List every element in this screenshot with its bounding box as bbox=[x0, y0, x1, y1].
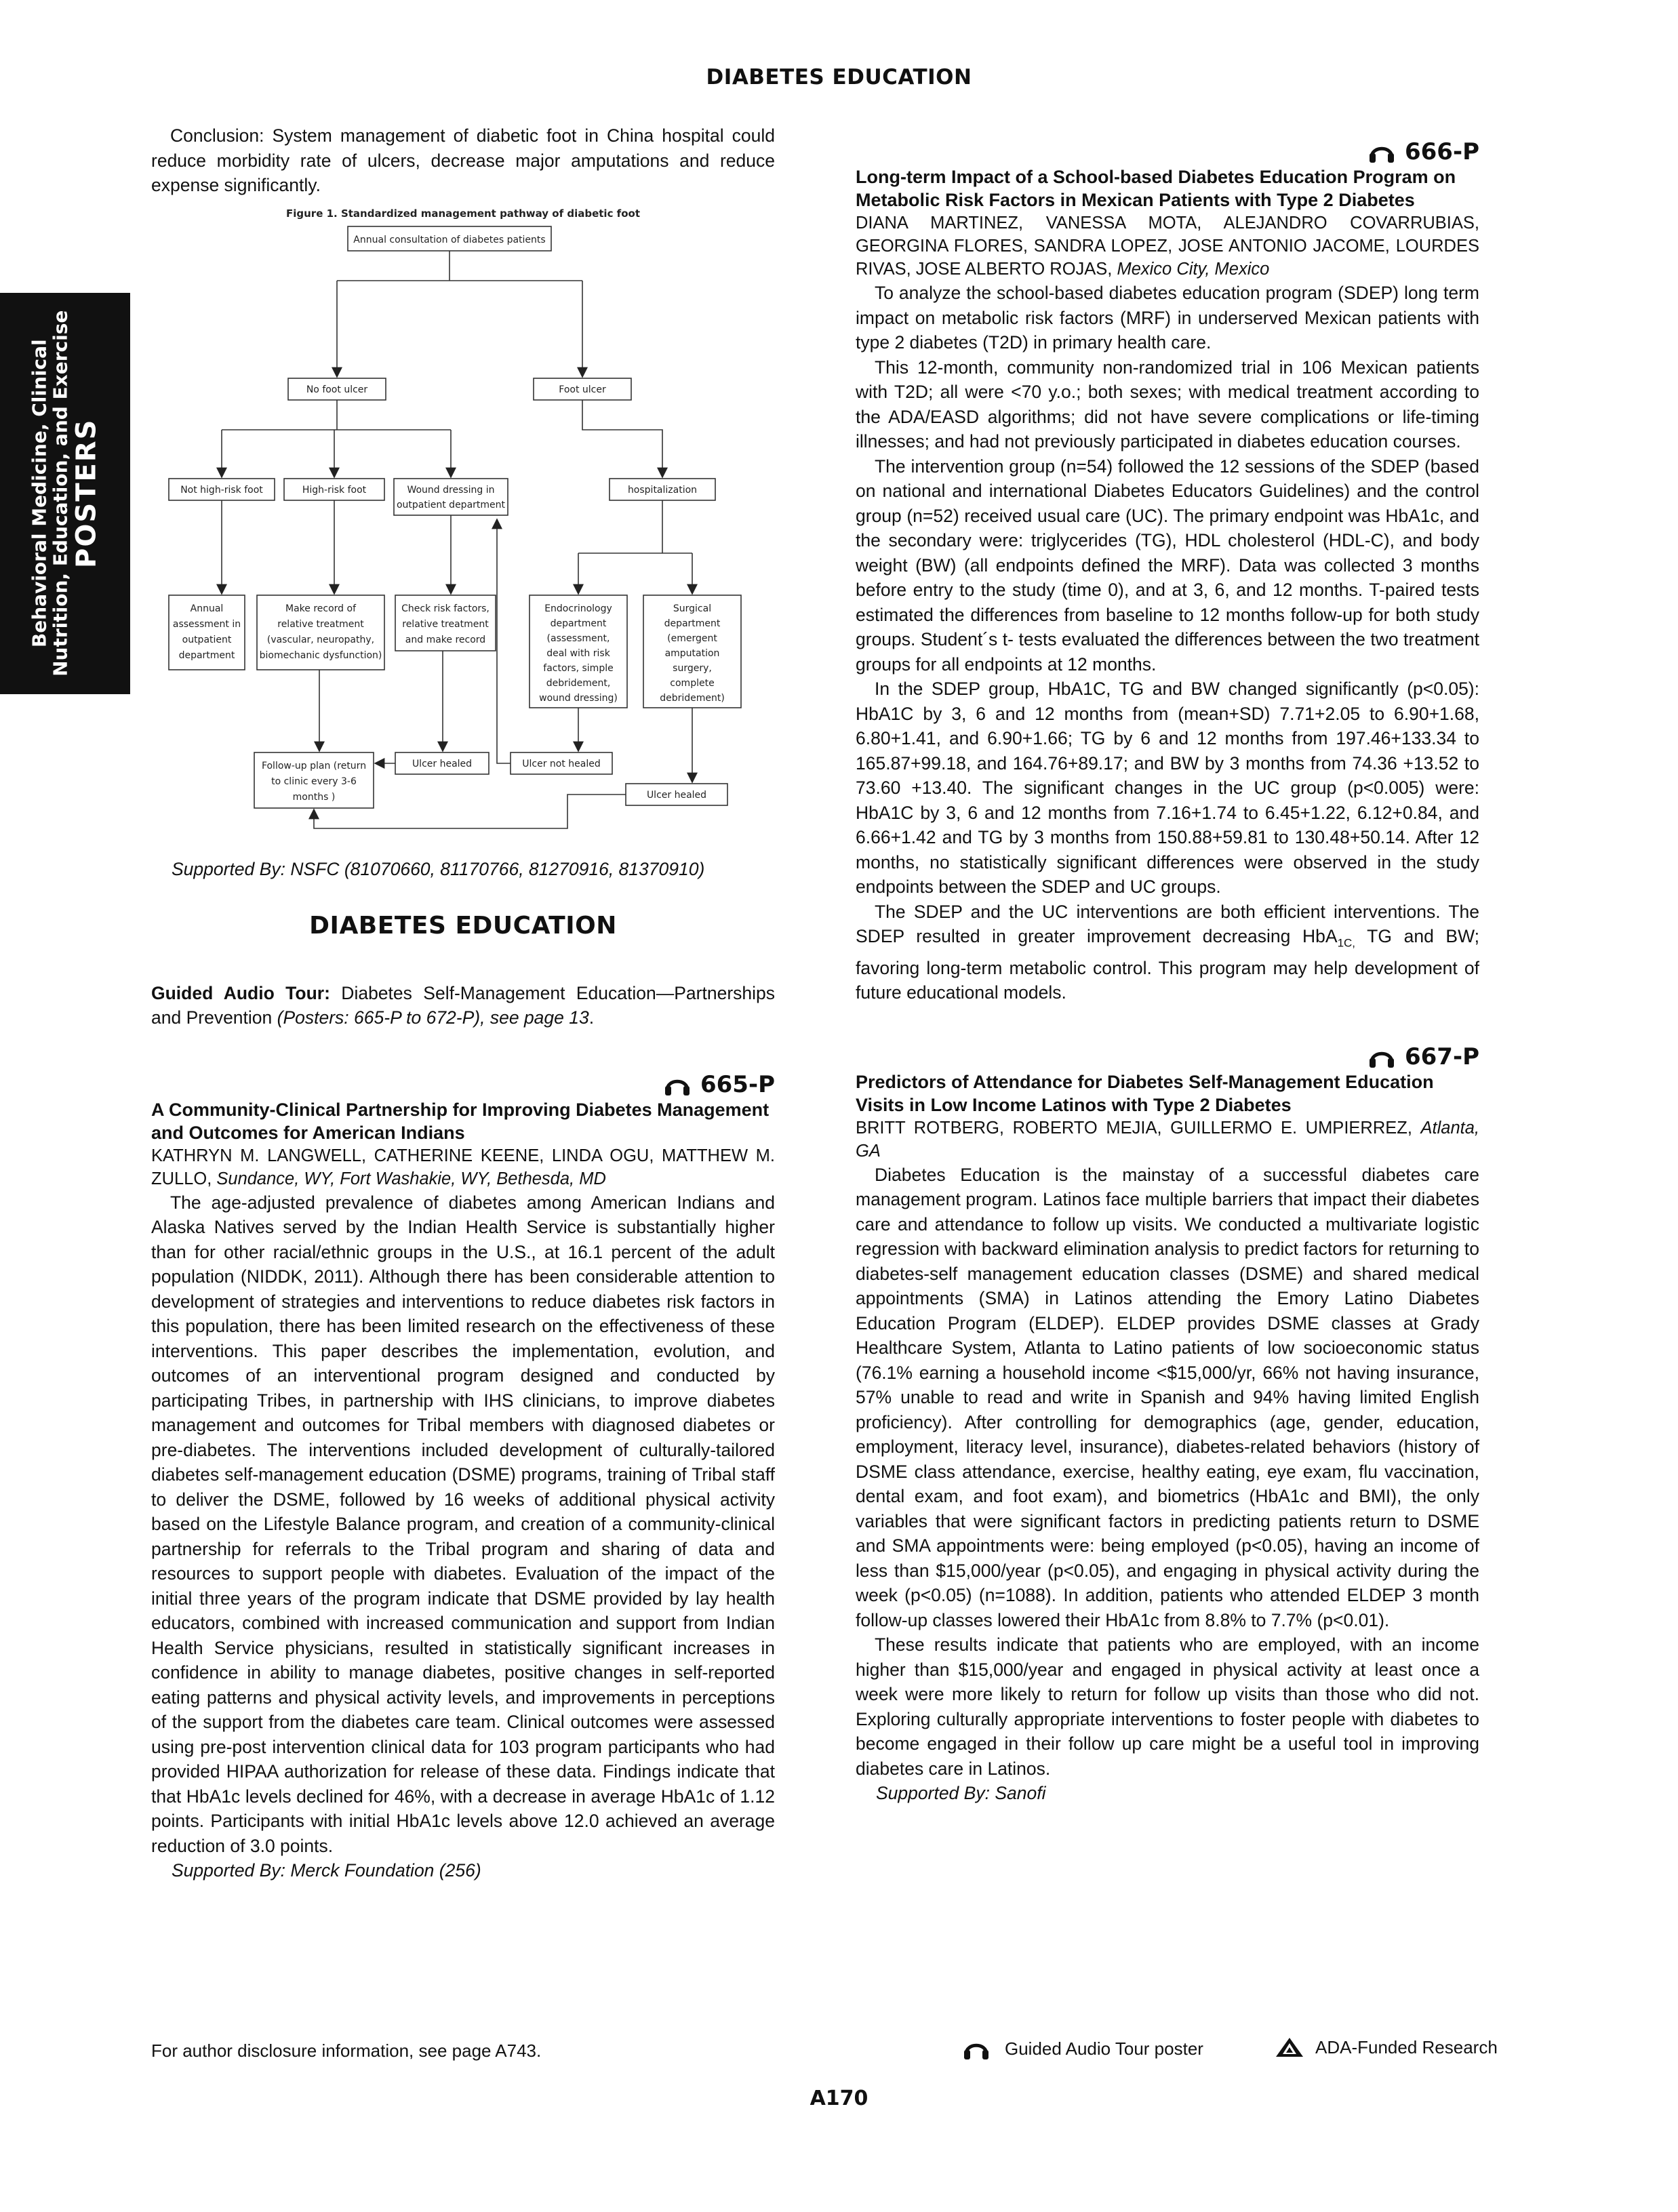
abstract-title-667: Predictors of Attendance for Diabetes Self-Management Education Visits in Low Income Latinos with Type 2 Diabetes bbox=[856, 1071, 1434, 1115]
abstract-666-para1: To analyze the school-based diabetes education program (SDEP) long term impact on metabolic risk factors (MRF) in underserved Mexican patients with type 2 diabetes (T2D) in primary health care. bbox=[856, 283, 1479, 353]
side-tab-line2: Nutrition, Education, and Exercise bbox=[49, 310, 72, 677]
check-line3: and make record bbox=[405, 634, 486, 645]
endo-line6: debridement, bbox=[546, 677, 611, 689]
abstract-667-para2: These results indicate that patients who are employed, with an income higher than $15,000/year and engaged in physical activity at least once a week were more likely to return for follow up visits than those who did not. Exploring culturally appropriate interventions to foster people with diabetes to become engaged in their follow up care might be a useful tool in improving diabetes care in Latinos. bbox=[856, 1634, 1479, 1779]
endo-line5: factors, simple bbox=[543, 662, 614, 674]
guided-label: Guided Audio Tour: bbox=[151, 982, 330, 1003]
supported-label: Supported By: bbox=[876, 1783, 990, 1804]
side-tab-line1: Behavioral Medicine, Clinical bbox=[28, 339, 51, 648]
endo-line4: deal with risk bbox=[546, 647, 610, 659]
box-ulcer-healed-2: Ulcer healed bbox=[646, 789, 707, 801]
box-high-risk: High-risk foot bbox=[302, 484, 367, 496]
box-wound-dressing-line1: Wound dressing in bbox=[407, 484, 495, 496]
audio-tour-legend bbox=[963, 2036, 1203, 2061]
abstract-666-para4: In the SDEP group, HbA1C, TG and BW changed significantly (p<0.05): HbA1C by 3, 6 and 12 months from (mean+SD) 7.71+2.05 to 6.90+1.68, 6.80+1.41, and 6.90+1.66; TG by 6 and 12 months from 197.46+133.34 to 165.87+99.18, and 164.76+89.17; and BW by 3 months from 74.36 +13.52 to 73.60 +13.40. The significant changes in the UC group (p<0.005) were: HbA1C by 3, 6 and 12 months from 7.16+1.74 to 6.45+1.22, 6.12+0.84, and 6.66+1.42 and TG by 3 months from 150.88+59.81 to 130.48+50.14. After 12 months, no statistically significant differences were observed in the study endpoints between the SDEP and UC groups. bbox=[856, 679, 1479, 897]
authors-666-location: Mexico City, Mexico bbox=[1117, 260, 1270, 279]
headphones-icon bbox=[664, 1072, 691, 1097]
guided-text: Diabetes Self-Management Education—Partnerships and Prevention bbox=[151, 982, 776, 1028]
endo-line7: wound dressing) bbox=[539, 692, 618, 704]
authors-666 bbox=[856, 212, 1479, 281]
authors-666-names: DIANA MARTINEZ, VANESSA MOTA, ALEJANDRO COVARRUBIAS, GEORGINA FLORES, SANDRA LOPEZ, JOSE ANTONIO JACOME, LOURDES RIVAS, JOSE ALBERTO ROJAS, bbox=[856, 214, 1479, 279]
supported-value: NSFC (81070660, 81170766, 81270916, 81370910) bbox=[285, 858, 705, 879]
abstract-number-665-text: 665-P bbox=[700, 1070, 775, 1098]
guided-end: . bbox=[588, 1007, 595, 1028]
figure-1 bbox=[158, 206, 768, 850]
box-foot-ulcer: Foot ulcer bbox=[559, 384, 606, 395]
ada-funded-legend bbox=[1275, 2036, 1498, 2058]
check-line2: relative treatment bbox=[402, 618, 489, 630]
box-hospitalization: hospitalization bbox=[627, 484, 698, 496]
box-annual-consultation: Annual consultation of diabetes patients bbox=[353, 234, 546, 245]
para5-end: TG and BW; favoring long-term metabolic control. This program may help development of future educational models. bbox=[856, 926, 1479, 1003]
abstract-title-666: Long-term Impact of a School-based Diabetes Education Program on Metabolic Risk Factors in Mexican Patients with Type 2 Diabetes bbox=[856, 167, 1456, 210]
followup-line1: Follow-up plan (return bbox=[261, 760, 367, 771]
abstract-body-665: The age-adjusted prevalence of diabetes among American Indians and Alaska Natives served by the Indian Health Service is substantially higher than for other racial/ethnic groups in the U.S., at 16.1 percent of the adult population (NIDDK, 2011). Although there has been considerable attention to development of strategies and interventions to reduce diabetes risk factors in this population, there has been limited research on the effectiveness of these interventions. This paper describes the implementation, evolution, and outcomes of an interventional program designed and conducted by participating Tribes, in partnership with IHS clinicians, to improve diabetes management and outcomes for Tribal members with diagnosed diabetes or pre-diabetes. The interventions included development of culturally-tailored diabetes self-management education (DSME) programs, training of Tribal staff to deliver the DSME, followed by 16 weeks of additional physical activity based on the Lifestyle Balance program, and creation of a community-clinical partnership for referrals to the Tribal program and sharing of data and resources to support people with diabetes. Evaluation of the impact of the initial three years of the program indicate that DSME provided by lay health educators, combined with increased communication and support from Indian Health Service physicians, resulted in statistically significant increases in confidence in ability to manage diabetes, positive changes in self-reported eating patterns and physical activity levels, and improvements in perceptions of the support from the diabetes care team. Clinical outcomes were assessed using pre-post intervention clinical data for 103 program participants who had provided HIPAA authorization for release of these data. Findings indicate that that HbA1c levels declined for 46%, with a decrease in average HbA1c of 1.12 points. Participants with initial HbA1c levels above 12.0 achieved an average reduction of 3.0 points. bbox=[151, 1192, 775, 1856]
supported-label: Supported By: bbox=[172, 858, 285, 879]
audio-legend-label: Guided Audio Tour poster bbox=[1005, 2038, 1203, 2059]
box-ulcer-not-healed: Ulcer not healed bbox=[522, 758, 601, 769]
endo-line1: Endocrinology bbox=[544, 603, 612, 614]
side-tab-line3: POSTERS bbox=[70, 418, 102, 569]
left-column bbox=[151, 123, 775, 1883]
abstract-666-para5 bbox=[856, 900, 1479, 1005]
box-ulcer-healed-1: Ulcer healed bbox=[412, 758, 473, 769]
abstract-number-667-text: 667-P bbox=[1404, 1043, 1479, 1070]
abstract-666-para3: The intervention group (n=54) followed the 12 sessions of the SDEP (based on national and international Diabetes Educators Guidelines) and the control group (n=52) received usual care (UC). The primary endpoint was HbA1c, and the secondary were: triglycerides (TG), HDL cholesterol (HDL-C), and body weight (BW) (all endpoints defined the MRF). Data was collected 3 months before entry to the study (time 0), and at 3, 6, and 12 months. T-paired tests estimated the differences from baseline to 12 months follow-up for both study groups. Student´s t- tests evaluated the differences between the two treatment groups for all endpoints at 12 months. bbox=[856, 456, 1479, 675]
page-number: A170 bbox=[810, 2087, 868, 2110]
authors-667-names: BRITT ROTBERG, ROBERTO MEJIA, GUILLERMO E. UMPIERREZ, bbox=[856, 1118, 1421, 1138]
surg-line3: (emergent bbox=[667, 632, 717, 644]
ada-legend-label: ADA-Funded Research bbox=[1315, 2036, 1498, 2057]
surg-line6: complete bbox=[670, 677, 715, 689]
supported-by-merck bbox=[151, 1858, 775, 1883]
followup-line2: to clinic every 3-6 bbox=[271, 776, 357, 787]
surg-line4: amputation bbox=[664, 647, 720, 659]
headphones-icon bbox=[1368, 1045, 1395, 1069]
record-line4: biomechanic dysfunction) bbox=[259, 649, 382, 661]
supported-value: Sanofi bbox=[989, 1783, 1046, 1804]
record-line2: relative treatment bbox=[277, 618, 364, 630]
authors-665-location: Sundance, WY, Fort Washakie, WY, Bethesda, MD bbox=[216, 1169, 606, 1188]
abstract-title-665: A Community-Clinical Partnership for Improving Diabetes Management and Outcomes for American Indians bbox=[151, 1099, 770, 1143]
right-column bbox=[856, 123, 1479, 1806]
box-not-high-risk: Not high-risk foot bbox=[180, 484, 263, 496]
annual-line3: outpatient bbox=[182, 634, 232, 645]
surg-line1: Surgical bbox=[673, 603, 712, 614]
abstract-666-para2: This 12-month, community non-randomized trial in 106 Mexican patients with T2D; all were <70 y.o.; both sexes; with medical treatment according to the ADA/EASD algorithms; did not have severe complications or life-timing illnesses; and had not previously participated in diabetes education courses. bbox=[856, 357, 1479, 451]
section-side-tab bbox=[0, 293, 130, 694]
box-no-foot-ulcer: No foot ulcer bbox=[306, 384, 368, 395]
check-line1: Check risk factors, bbox=[401, 603, 490, 614]
abstract-667-para1: Diabetes Education is the mainstay of a successful diabetes care management program. Latinos face multiple barriers that impact their diabetes care and attendance to follow up visits. We conducted a multivariate logistic regression with backward elimination analysis to predict factors for returning to diabetes-self management education classes (DSME) and shared medical appointments (SMA) in Latinos attending the Emory Latino Diabetes Education Program (ELDEP). ELDEP provides DSME classes at Grady Healthcare System, Atlanta to Latino patients of low socioeconomic status (76.1% earning a household income <$15,000/yr, 66% not having insurance, 57% unable to read and write in Spanish and 94% having limited English proficiency). After controlling for demographics (age, gender, education, employment, literacy level, insurance), diabetes-related behaviors (history of DSME class attendance, exercise, healthy eating, eye exam, flu vaccination, dental exam, and foot exam), and biometrics (HbA1c and BMI), the only variables that were significant factors in predicting patients return to DSME and SMA appointments were: being employed (p<0.05), having an income of less than $15,000/year (p<0.05), and engaging in physical activity during the week (p<0.05) (n=1088). In addition, patients who attended ELDEP 3 month follow-up classes lowered their HbA1c from 8.8% to 7.7% (p<0.01). bbox=[856, 1164, 1479, 1630]
authors-665-names: KATHRYN M. LANGWELL, CATHERINE KEENE, LINDA OGU, MATTHEW M. ZULLO, bbox=[151, 1146, 775, 1188]
guided-audio-tour bbox=[151, 981, 775, 1030]
flowchart bbox=[158, 206, 768, 850]
authors-667-location: Atlanta, GA bbox=[856, 1118, 1479, 1161]
endo-line3: (assessment, bbox=[546, 632, 610, 644]
authors-667 bbox=[856, 1117, 1479, 1163]
conclusion-paragraph: Conclusion: System management of diabetic foot in China hospital could reduce morbidity rate of ulcers, decrease major amputations and reduce expense significantly. bbox=[151, 125, 775, 195]
annual-line1: Annual bbox=[190, 603, 224, 614]
supported-by-sanofi bbox=[856, 1781, 1479, 1806]
surg-line5: surgery, bbox=[673, 662, 712, 674]
box-wound-dressing-line2: outpatient department bbox=[396, 499, 506, 510]
section-title: DIABETES EDUCATION bbox=[309, 912, 617, 940]
running-head: DIABETES EDUCATION bbox=[706, 65, 972, 89]
headphones-icon bbox=[963, 2036, 990, 2061]
abstract-number-667 bbox=[856, 1043, 1479, 1070]
abstract-number-666-text: 666-P bbox=[1404, 138, 1479, 165]
author-disclosure-note: For author disclosure information, see page A743. bbox=[151, 2040, 542, 2061]
annual-line4: department bbox=[178, 649, 235, 661]
figure-caption: Figure 1. Standardized management pathway of diabetic foot bbox=[286, 207, 640, 220]
abstract-number-665 bbox=[151, 1071, 775, 1098]
para5-start: The SDEP and the UC interventions are both efficient interventions. The SDEP resulted in greater improvement decreasing HbA bbox=[856, 901, 1479, 946]
authors-665 bbox=[151, 1144, 775, 1190]
guided-posters-ref: (Posters: 665-P to 672-P), see page 13 bbox=[277, 1007, 589, 1028]
record-line1: Make record of bbox=[285, 603, 356, 614]
ada-triangle-icon bbox=[1275, 2036, 1304, 2058]
abstract-number-666 bbox=[856, 138, 1479, 165]
supported-by-nsfc bbox=[151, 857, 775, 882]
endo-line2: department bbox=[550, 618, 607, 629]
supported-value: Merck Foundation (256) bbox=[285, 1860, 481, 1881]
annual-line2: assessment in bbox=[172, 618, 241, 630]
surg-line7: debridement) bbox=[660, 692, 725, 704]
followup-line3: months ) bbox=[292, 791, 336, 803]
hba1c-subscript: 1C, bbox=[1337, 936, 1356, 950]
supported-label: Supported By: bbox=[172, 1860, 285, 1881]
surg-line2: department bbox=[664, 618, 721, 629]
record-line3: (vascular, neuropathy, bbox=[266, 634, 375, 645]
headphones-icon bbox=[1368, 140, 1395, 164]
